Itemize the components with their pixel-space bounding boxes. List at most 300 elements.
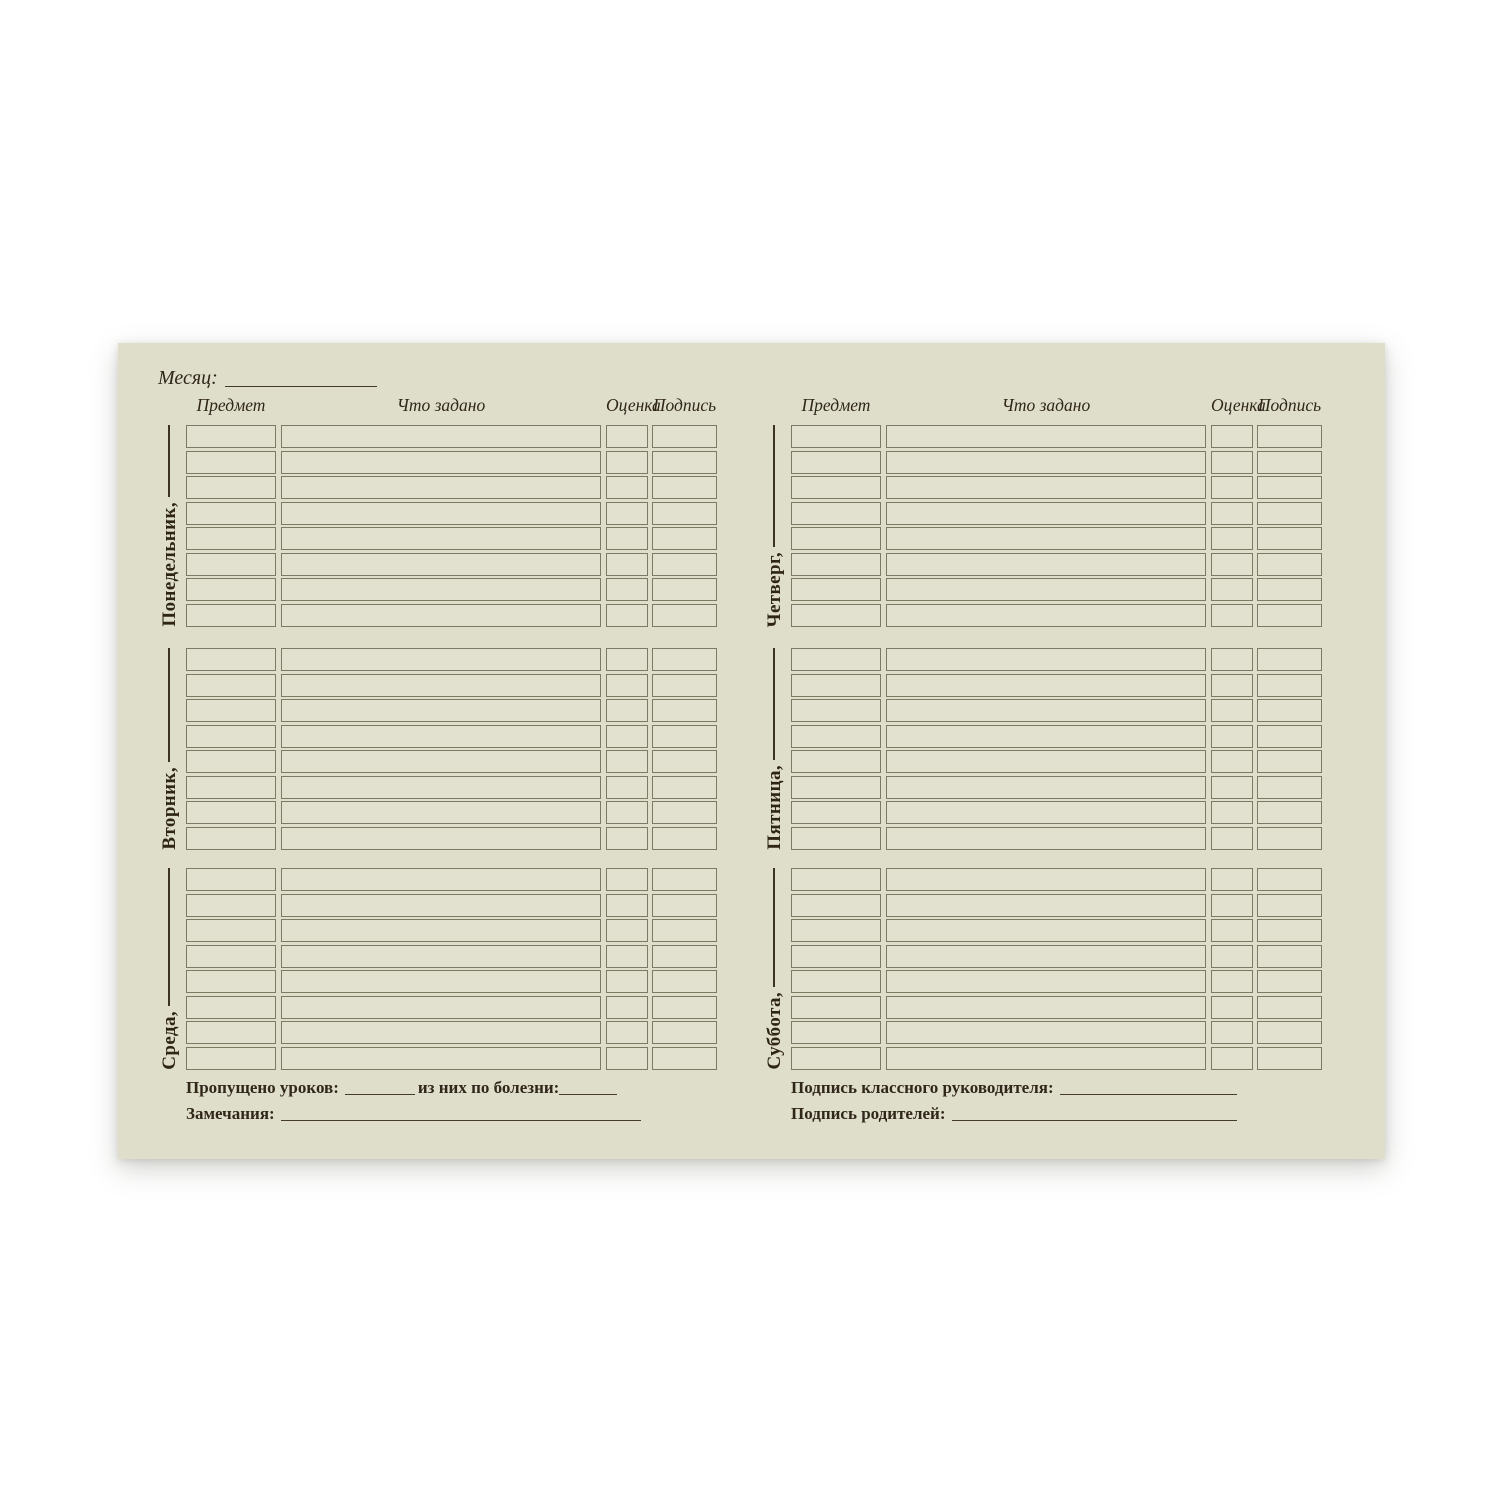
signature-cell	[652, 553, 717, 576]
due-to-illness-label: из них по болезни:	[417, 1078, 560, 1097]
subject-cell	[791, 919, 881, 942]
signature-cell	[652, 996, 717, 1019]
homework-cell	[281, 725, 601, 748]
homework-cell	[886, 868, 1206, 891]
homework-cell	[281, 578, 601, 601]
grade-cell	[606, 801, 648, 824]
grade-cell	[606, 451, 648, 474]
subject-cell	[791, 996, 881, 1019]
grade-cell	[1211, 996, 1253, 1019]
day-label-wednesday: Среда,	[158, 1011, 180, 1070]
day-block-tuesday	[158, 648, 717, 850]
homework-cell	[886, 919, 1206, 942]
subject-cell	[791, 604, 881, 627]
subject-cell	[186, 451, 276, 474]
signature-cell	[652, 827, 717, 850]
homework-cell	[886, 425, 1206, 448]
grade-cell	[1211, 827, 1253, 850]
subject-cell	[186, 970, 276, 993]
homework-cell	[281, 604, 601, 627]
grade-cell	[1211, 1021, 1253, 1044]
grade-cell	[1211, 578, 1253, 601]
grade-cell	[606, 750, 648, 773]
missed-lessons-fill-line	[345, 1093, 415, 1095]
homework-cell	[886, 553, 1206, 576]
header-homework: Что задано	[396, 395, 486, 415]
signature-cell	[652, 451, 717, 474]
lesson-row	[186, 699, 717, 722]
signature-cell	[652, 1047, 717, 1070]
signature-cell	[1257, 1021, 1322, 1044]
date-fill-line-tuesday	[168, 648, 170, 762]
homework-cell	[886, 725, 1206, 748]
date-fill-line-monday	[168, 425, 170, 497]
grade-cell	[1211, 699, 1253, 722]
grade-cell	[1211, 648, 1253, 671]
signature-cell	[652, 502, 717, 525]
lesson-row	[791, 476, 1322, 499]
lesson-row	[791, 674, 1322, 697]
subject-cell	[791, 648, 881, 671]
date-fill-line-saturday	[773, 868, 775, 987]
signature-cell	[652, 945, 717, 968]
homework-cell	[886, 578, 1206, 601]
day-label-thursday: Четверг,	[763, 551, 785, 627]
grade-cell	[1211, 970, 1253, 993]
grade-cell	[606, 476, 648, 499]
lesson-row	[186, 578, 717, 601]
lesson-row	[791, 868, 1322, 891]
signature-cell	[1257, 527, 1322, 550]
subject-cell	[791, 827, 881, 850]
homework-cell	[281, 648, 601, 671]
remarks-row	[186, 1105, 641, 1122]
signature-cell	[652, 425, 717, 448]
lesson-row	[791, 827, 1322, 850]
homework-cell	[886, 894, 1206, 917]
day-rail-thursday	[762, 425, 786, 627]
subject-cell	[186, 1021, 276, 1044]
left-page-day-blocks	[158, 425, 717, 1070]
signature-cell	[1257, 604, 1322, 627]
signature-cell	[1257, 425, 1322, 448]
lesson-row	[186, 425, 717, 448]
day-block-friday	[763, 648, 1322, 850]
lesson-row	[186, 527, 717, 550]
right-page-day-blocks	[763, 425, 1322, 1070]
grade-cell	[1211, 868, 1253, 891]
class-teacher-signature-fill-line	[1060, 1093, 1237, 1095]
signature-cell	[652, 648, 717, 671]
grade-cell	[606, 776, 648, 799]
homework-cell	[281, 970, 601, 993]
signature-cell	[1257, 725, 1322, 748]
missed-lessons-row	[186, 1079, 666, 1096]
subject-cell	[791, 1047, 881, 1070]
grade-cell	[606, 648, 648, 671]
subject-cell	[791, 578, 881, 601]
subject-cell	[791, 801, 881, 824]
homework-cell	[281, 527, 601, 550]
homework-cell	[886, 527, 1206, 550]
signature-cell	[652, 604, 717, 627]
subject-cell	[186, 776, 276, 799]
lesson-row	[186, 476, 717, 499]
signature-cell	[1257, 674, 1322, 697]
homework-cell	[281, 1021, 601, 1044]
lesson-rows-thursday	[791, 425, 1322, 627]
subject-cell	[186, 425, 276, 448]
header-grade: Оценка	[606, 395, 661, 415]
homework-cell	[281, 894, 601, 917]
lesson-rows-saturday	[791, 868, 1322, 1070]
grade-cell	[1211, 894, 1253, 917]
lesson-rows-wednesday	[186, 868, 717, 1070]
signature-cell	[1257, 451, 1322, 474]
signature-cell	[652, 578, 717, 601]
subject-cell	[186, 476, 276, 499]
subject-cell	[186, 674, 276, 697]
day-rail-wednesday	[157, 868, 181, 1070]
signature-cell	[1257, 868, 1322, 891]
remarks-label: Замечания:	[186, 1104, 275, 1123]
homework-cell	[281, 945, 601, 968]
lesson-row	[186, 502, 717, 525]
parents-signature-row	[791, 1105, 1237, 1122]
grade-cell	[1211, 527, 1253, 550]
lesson-row	[791, 527, 1322, 550]
signature-cell	[1257, 553, 1322, 576]
day-block-wednesday	[158, 868, 717, 1070]
lesson-row	[186, 996, 717, 1019]
parents-signature-fill-line	[952, 1119, 1237, 1121]
lesson-row	[791, 648, 1322, 671]
lesson-row	[791, 1021, 1322, 1044]
grade-cell	[606, 725, 648, 748]
subject-cell	[186, 527, 276, 550]
subject-cell	[791, 868, 881, 891]
subject-cell	[186, 945, 276, 968]
homework-cell	[281, 827, 601, 850]
lesson-row	[791, 945, 1322, 968]
missed-lessons-label: Пропущено уроков:	[186, 1078, 339, 1097]
grade-cell	[606, 1047, 648, 1070]
signature-cell	[652, 970, 717, 993]
lesson-row	[791, 725, 1322, 748]
lesson-row	[791, 553, 1322, 576]
signature-cell	[652, 868, 717, 891]
subject-cell	[791, 502, 881, 525]
signature-cell	[1257, 919, 1322, 942]
header-signature: Подпись	[652, 395, 717, 415]
subject-cell	[186, 578, 276, 601]
lesson-row	[791, 699, 1322, 722]
grade-cell	[1211, 776, 1253, 799]
signature-cell	[1257, 1047, 1322, 1070]
homework-cell	[281, 425, 601, 448]
lesson-row	[791, 919, 1322, 942]
signature-cell	[1257, 776, 1322, 799]
grade-cell	[606, 919, 648, 942]
signature-cell	[1257, 827, 1322, 850]
grade-cell	[1211, 553, 1253, 576]
header-subject: Предмет	[196, 395, 266, 415]
lesson-row	[791, 970, 1322, 993]
subject-cell	[186, 919, 276, 942]
homework-cell	[886, 827, 1206, 850]
signature-cell	[652, 476, 717, 499]
lesson-row	[186, 648, 717, 671]
homework-cell	[281, 801, 601, 824]
homework-cell	[281, 776, 601, 799]
homework-cell	[886, 476, 1206, 499]
homework-cell	[886, 502, 1206, 525]
lesson-row	[791, 750, 1322, 773]
homework-cell	[886, 1021, 1206, 1044]
day-block-saturday	[763, 868, 1322, 1070]
day-label-friday: Пятница,	[763, 765, 785, 850]
lesson-row	[791, 425, 1322, 448]
lesson-rows-friday	[791, 648, 1322, 850]
grade-cell	[606, 827, 648, 850]
lesson-rows-monday	[186, 425, 717, 627]
date-fill-line-thursday	[773, 425, 775, 547]
homework-cell	[886, 945, 1206, 968]
subject-cell	[791, 553, 881, 576]
homework-cell	[281, 553, 601, 576]
lesson-row	[186, 725, 717, 748]
signature-cell	[652, 801, 717, 824]
homework-cell	[886, 801, 1206, 824]
subject-cell	[186, 725, 276, 748]
grade-cell	[606, 868, 648, 891]
grade-cell	[606, 996, 648, 1019]
signature-cell	[652, 776, 717, 799]
column-headers-right	[791, 396, 1322, 414]
subject-cell	[791, 476, 881, 499]
grade-cell	[1211, 1047, 1253, 1070]
grade-cell	[1211, 502, 1253, 525]
day-label-monday: Понедельник,	[158, 502, 180, 627]
lesson-row	[186, 674, 717, 697]
signature-cell	[1257, 970, 1322, 993]
header-subject: Предмет	[801, 395, 871, 415]
homework-cell	[886, 750, 1206, 773]
day-label-tuesday: Вторник,	[158, 767, 180, 850]
day-rail-tuesday	[157, 648, 181, 850]
grade-cell	[606, 894, 648, 917]
homework-cell	[886, 699, 1206, 722]
header-homework: Что задано	[1001, 395, 1091, 415]
day-label-saturday: Суббота,	[763, 992, 785, 1070]
grade-cell	[1211, 919, 1253, 942]
grade-cell	[1211, 674, 1253, 697]
lesson-row	[791, 996, 1322, 1019]
lesson-row	[791, 776, 1322, 799]
lesson-row	[791, 801, 1322, 824]
signature-cell	[1257, 945, 1322, 968]
subject-cell	[186, 502, 276, 525]
homework-cell	[886, 1047, 1206, 1070]
signature-cell	[1257, 996, 1322, 1019]
homework-cell	[886, 648, 1206, 671]
grade-cell	[606, 502, 648, 525]
homework-cell	[886, 996, 1206, 1019]
lesson-row	[186, 894, 717, 917]
subject-cell	[186, 648, 276, 671]
subject-cell	[186, 996, 276, 1019]
subject-cell	[791, 674, 881, 697]
remarks-fill-line	[281, 1119, 641, 1121]
lesson-row	[791, 502, 1322, 525]
homework-cell	[281, 476, 601, 499]
homework-cell	[886, 970, 1206, 993]
lesson-row	[186, 750, 717, 773]
day-rail-monday	[157, 425, 181, 627]
subject-cell	[791, 776, 881, 799]
day-rail-saturday	[762, 868, 786, 1070]
lesson-row	[186, 604, 717, 627]
signature-cell	[652, 1021, 717, 1044]
grade-cell	[606, 578, 648, 601]
grade-cell	[606, 604, 648, 627]
homework-cell	[281, 1047, 601, 1070]
grade-cell	[606, 527, 648, 550]
lesson-row	[791, 604, 1322, 627]
diary-week-spread-page	[118, 343, 1385, 1159]
subject-cell	[791, 699, 881, 722]
signature-cell	[652, 674, 717, 697]
signature-cell	[652, 919, 717, 942]
homework-cell	[281, 502, 601, 525]
lesson-row	[186, 451, 717, 474]
subject-cell	[186, 750, 276, 773]
lesson-row	[186, 919, 717, 942]
signature-cell	[1257, 801, 1322, 824]
signature-cell	[652, 894, 717, 917]
grade-cell	[606, 945, 648, 968]
lesson-row	[186, 553, 717, 576]
subject-cell	[186, 801, 276, 824]
lesson-row	[791, 451, 1322, 474]
column-headers-left	[186, 396, 717, 414]
homework-cell	[886, 674, 1206, 697]
subject-cell	[791, 750, 881, 773]
signature-cell	[652, 750, 717, 773]
grade-cell	[606, 674, 648, 697]
homework-cell	[886, 776, 1206, 799]
grade-cell	[606, 425, 648, 448]
lesson-row	[186, 1047, 717, 1070]
signature-cell	[1257, 476, 1322, 499]
subject-cell	[186, 894, 276, 917]
signature-cell	[652, 527, 717, 550]
subject-cell	[791, 451, 881, 474]
homework-cell	[281, 868, 601, 891]
subject-cell	[791, 527, 881, 550]
lesson-row	[186, 970, 717, 993]
signature-cell	[1257, 502, 1322, 525]
grade-cell	[1211, 945, 1253, 968]
signature-cell	[1257, 894, 1322, 917]
homework-cell	[886, 451, 1206, 474]
subject-cell	[186, 827, 276, 850]
subject-cell	[791, 725, 881, 748]
lesson-row	[186, 868, 717, 891]
signature-cell	[1257, 750, 1322, 773]
lesson-row	[186, 945, 717, 968]
due-to-illness-fill-line	[559, 1093, 617, 1095]
lesson-row	[791, 578, 1322, 601]
lesson-row	[791, 894, 1322, 917]
subject-cell	[186, 1047, 276, 1070]
grade-cell	[1211, 725, 1253, 748]
header-signature: Подпись	[1257, 395, 1322, 415]
grade-cell	[1211, 476, 1253, 499]
grade-cell	[606, 699, 648, 722]
homework-cell	[281, 451, 601, 474]
homework-cell	[281, 674, 601, 697]
subject-cell	[186, 604, 276, 627]
class-teacher-signature-label: Подпись классного руководителя:	[791, 1078, 1054, 1097]
lesson-row	[186, 776, 717, 799]
month-row	[158, 368, 377, 388]
lesson-row	[186, 1021, 717, 1044]
subject-cell	[791, 425, 881, 448]
grade-cell	[606, 553, 648, 576]
signature-cell	[1257, 648, 1322, 671]
month-fill-line	[225, 385, 377, 387]
month-label: Месяц:	[158, 367, 218, 389]
parents-signature-label: Подпись родителей:	[791, 1104, 946, 1123]
homework-cell	[281, 919, 601, 942]
homework-cell	[281, 996, 601, 1019]
lesson-rows-tuesday	[186, 648, 717, 850]
homework-cell	[281, 699, 601, 722]
subject-cell	[186, 699, 276, 722]
subject-cell	[186, 868, 276, 891]
lesson-row	[186, 827, 717, 850]
day-block-thursday	[763, 425, 1322, 627]
subject-cell	[791, 945, 881, 968]
lesson-row	[791, 1047, 1322, 1070]
homework-cell	[886, 604, 1206, 627]
grade-cell	[1211, 604, 1253, 627]
subject-cell	[791, 970, 881, 993]
day-block-monday	[158, 425, 717, 627]
subject-cell	[791, 1021, 881, 1044]
day-rail-friday	[762, 648, 786, 850]
grade-cell	[606, 1021, 648, 1044]
grade-cell	[1211, 425, 1253, 448]
grade-cell	[606, 970, 648, 993]
grade-cell	[1211, 451, 1253, 474]
signature-cell	[652, 699, 717, 722]
header-grade: Оценка	[1211, 395, 1266, 415]
subject-cell	[186, 553, 276, 576]
grade-cell	[1211, 750, 1253, 773]
grade-cell	[1211, 801, 1253, 824]
signature-cell	[652, 725, 717, 748]
subject-cell	[791, 894, 881, 917]
signature-cell	[1257, 578, 1322, 601]
lesson-row	[186, 801, 717, 824]
date-fill-line-friday	[773, 648, 775, 760]
date-fill-line-wednesday	[168, 868, 170, 1006]
homework-cell	[281, 750, 601, 773]
class-teacher-signature-row	[791, 1079, 1237, 1096]
signature-cell	[1257, 699, 1322, 722]
